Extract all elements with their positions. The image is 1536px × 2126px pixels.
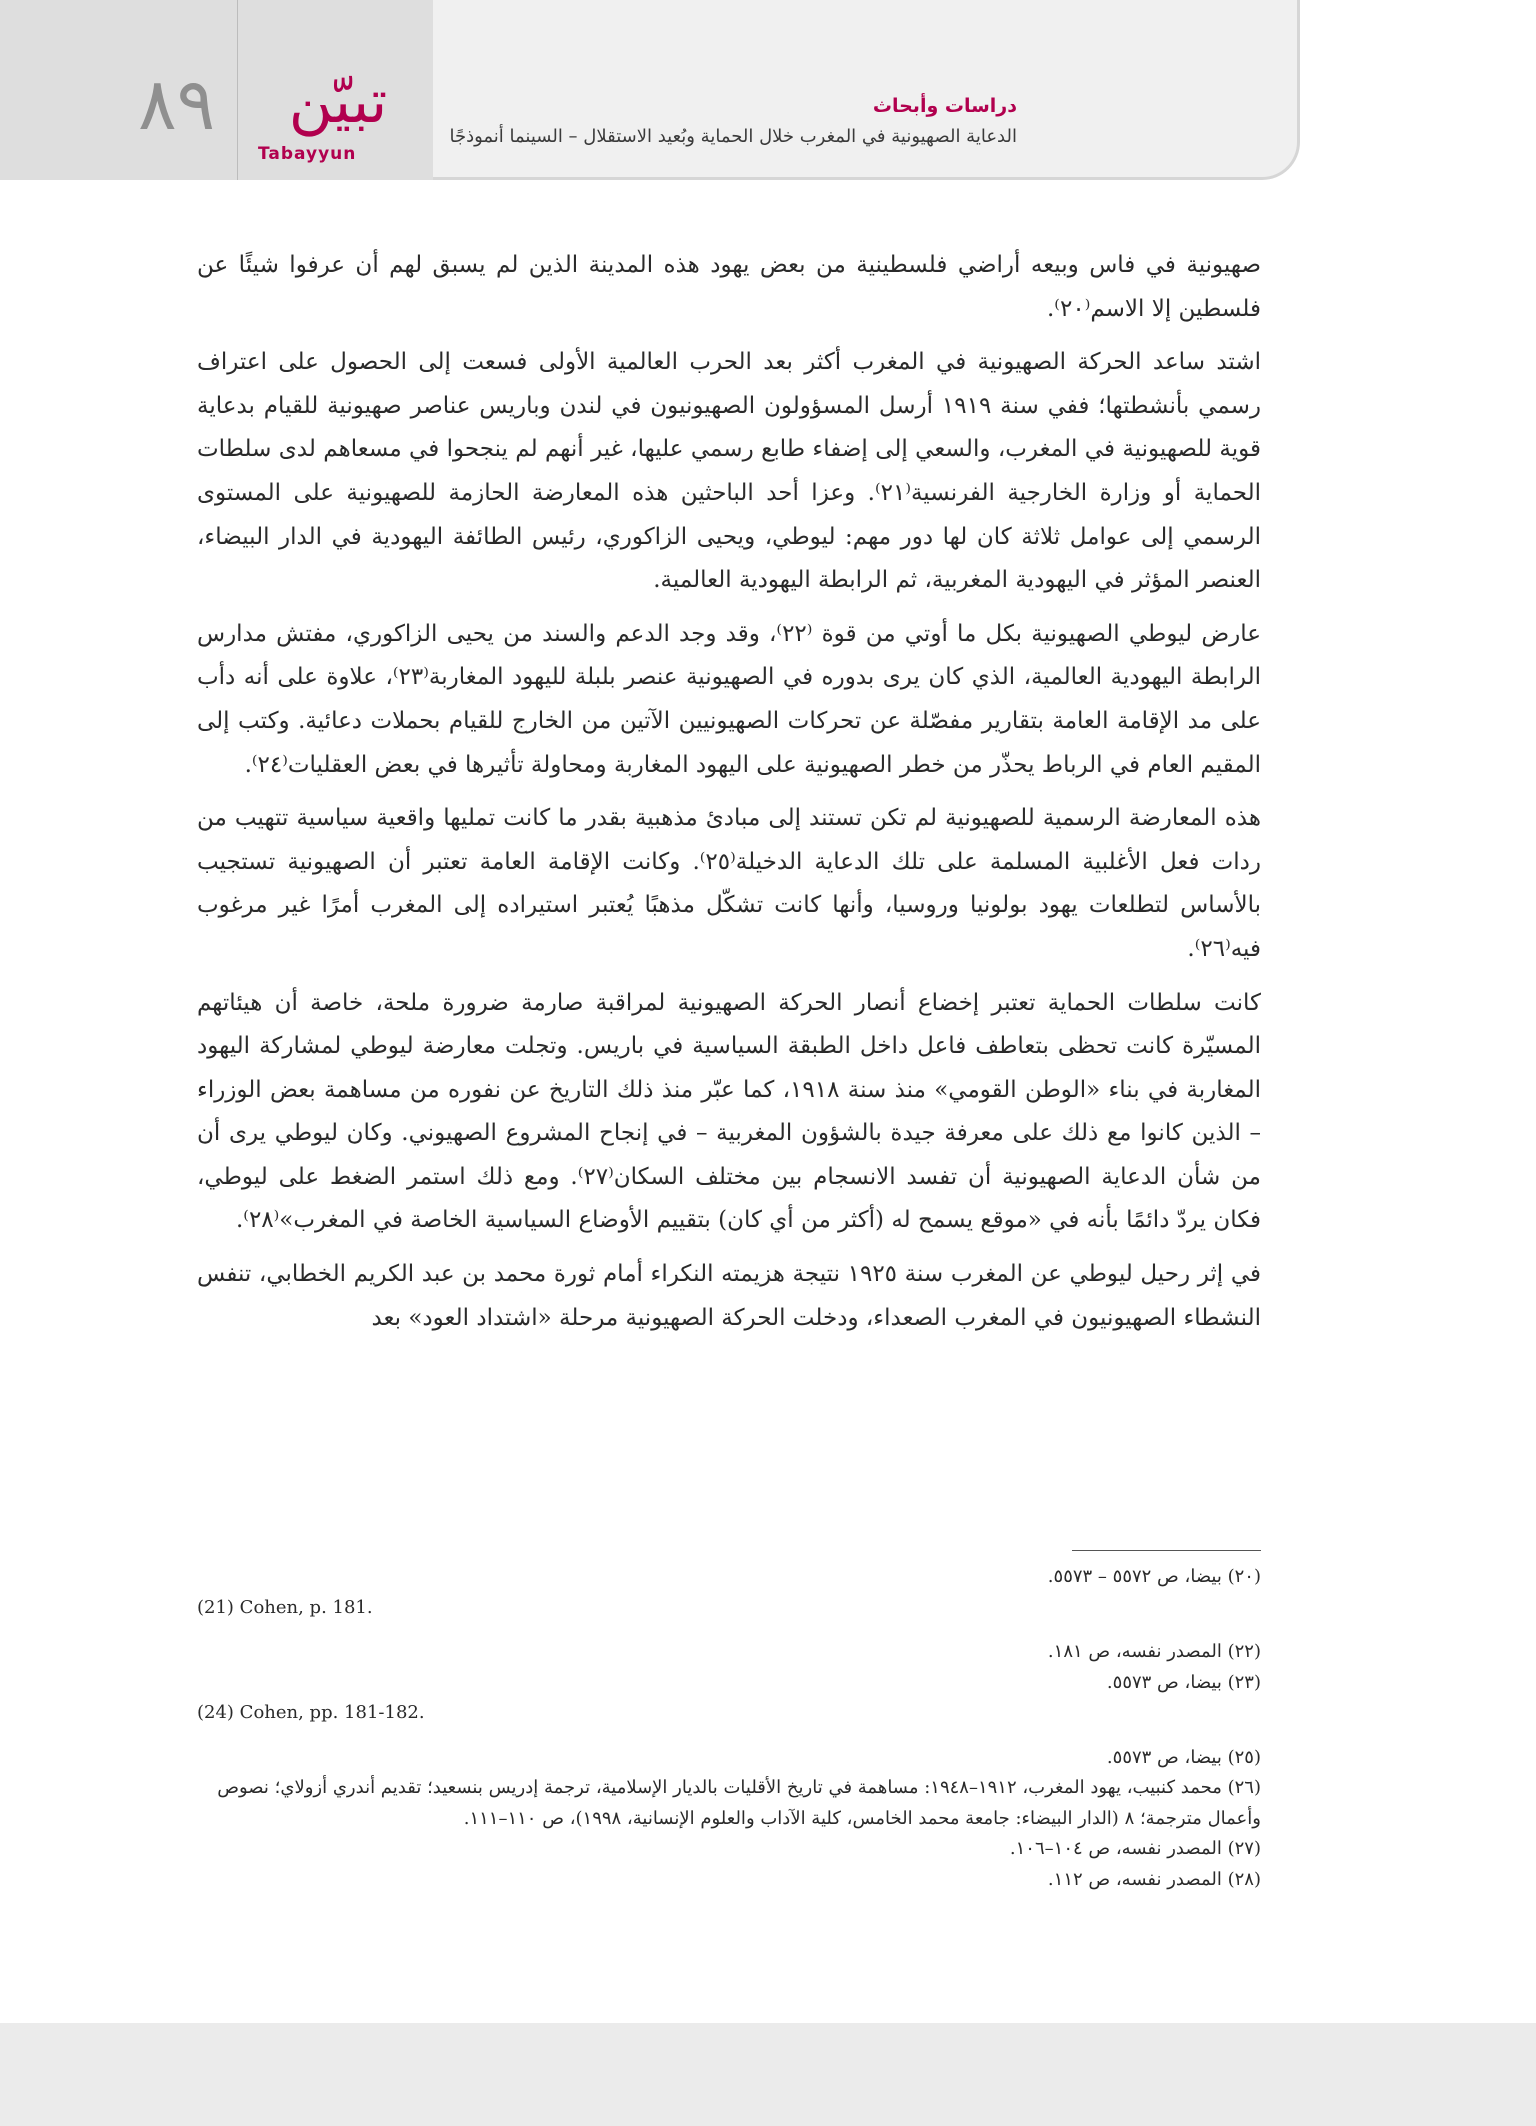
- footnote-separator: [1072, 1550, 1261, 1551]
- paragraph: اشتد ساعد الحركة الصهيونية في المغرب أكثر بعد الحرب العالمية الأولى فسعت إلى الحصول على اعتراف رسمي بأنشطتها؛ ففي سنة ١٩١٩ أرسل المسؤولون الصهيونيون في لندن وباريس عناصر صهيونية للقيام بدعاية قوية للصهيونية في المغرب، والسعي إلى إضفاء طابع رسمي عليها، غير أنهم لم ينجحوا في مسعاهم لدى سلطات الحماية أو وزارة الخارجية الفرنسية⁽٢١⁾. وعزا أحد الباحثين هذه المعارضة الحازمة للصهيونية على المستوى الرسمي إلى عوامل ثلاثة كان لها دور مهم: ليوطي، ويحيى الزاكوري، رئيس الطائفة اليهودية في الدار البيضاء، العنصر المؤثر في اليهودية المغربية، ثم الرابطة اليهودية العالمية.: [197, 349, 1261, 594]
- section-name: دراسات وأبحاث: [872, 95, 1017, 117]
- article-title: الدعاية الصهيونية في المغرب خلال الحماية وبُعيد الاستقلال – السينما أنموذجًا: [449, 125, 1017, 147]
- footnote-28: (٢٨) المصدر نفسه، ص ١١٢.: [1047, 1868, 1261, 1890]
- footnote-21: (21) Cohen, p. 181.: [197, 1596, 373, 1618]
- page-header: [0, 0, 1300, 180]
- page-bottom-band: [0, 2023, 1536, 2126]
- footnote-22: (٢٢) المصدر نفسه، ص ١٨١.: [1047, 1641, 1261, 1662]
- footnote-23: (٢٣) بيضا، ص ٥٥٧٣.: [1106, 1671, 1261, 1693]
- footnote-24: (24) Cohen, pp. 181-182.: [197, 1702, 425, 1723]
- footnote-26: (٢٦) محمد كنبيب، يهود المغرب، ١٩١٢–١٩٤٨: مساهمة في تاريخ الأقليات بالديار الإسلامية، ترجمة إدريس بنسعيد؛ تقديم أندري أزولاي؛ نصوص وأعمال مترجمة؛ ٨ (الدار البيضاء: جامعة محمد الخامس، كلية الآداب والعلوم الإنسانية، ١٩٩٨)، ص ١١٠–١١١.: [217, 1777, 1261, 1829]
- paragraph: عارض ليوطي الصهيونية بكل ما أوتي من قوة ⁽٢٢⁾، وقد وجد الدعم والسند من يحيى الزاكوري، مفتش مدارس الرابطة اليهودية العالمية، الذي كان يرى بدوره في الصهيونية عنصر بلبلة لليهود المغاربة⁽٢٣⁾، علاوة على أنه دأب على مد الإقامة العامة بتقارير مفصّلة عن تحركات الصهيونيين الآتين من الخارج للقيام بحملات دعائية. وكتب إلى المقيم العام في الرباط يحذّر من خطر الصهيونية على اليهود المغاربة ومحاولة تأثيرها في بعض العقليات⁽٢٤⁾.: [197, 620, 1261, 778]
- body-text: [197, 244, 1261, 1350]
- paragraph: في إثر رحيل ليوطي عن المغرب سنة ١٩٢٥ نتيجة هزيمته النكراء أمام ثورة محمد بن عبد الكريم الخطابي، تنفس النشطاء الصهيونيون في المغرب الصعداء، ودخلت الحركة الصهيونية مرحلة «اشتداد العود» بعد: [197, 1261, 1261, 1331]
- footnote-20: (٢٠) بيضا، ص ٥٥٧٢ – ٥٥٧٣.: [1047, 1566, 1261, 1587]
- paragraph: كانت سلطات الحماية تعتبر إخضاع أنصار الحركة الصهيونية لمراقبة صارمة ضرورة ملحة، خاصة أن هيئاتهم المسيّرة كانت تحظى بتعاطف فاعل داخل الطبقة السياسية في باريس. وتجلت معارضة ليوطي لمشاركة اليهود المغاربة في بناء «الوطن القومي» منذ سنة ١٩١٨، كما عبّر منذ ذلك التاريخ عن نفوره من مساهمة بعض الوزراء – الذين كانوا مع ذلك على معرفة جيدة بالشؤون المغربية – في إنجاح المشروع الصهيوني. وكان ليوطي يرى أن من شأن الدعاية الصهيونية أن تفسد الانسجام بين مختلف السكان⁽٢٧⁾. ومع ذلك استمر الضغط على ليوطي، فكان يردّ دائمًا بأنه في «موقع يسمح له (أكثر من أي كان) بتقييم الأوضاع السياسية الخاصة في المغرب»⁽٢٨⁾.: [197, 989, 1262, 1234]
- journal-logo-latin: Tabayyun: [258, 144, 357, 164]
- header-divider: [237, 0, 238, 180]
- logo-area: [0, 0, 433, 180]
- paragraph: صهيونية في فاس وبيعه أراضي فلسطينية من بعض يهود هذه المدينة الذين لم يسبق لهم أن عرفوا شيئًا عن فلسطين إلا الاسم⁽٢٠⁾.: [197, 252, 1261, 322]
- page-number: ٨٩: [138, 62, 216, 146]
- footnotes: [197, 1562, 1261, 1895]
- paragraph: هذه المعارضة الرسمية للصهيونية لم تكن تستند إلى مبادئ مذهبية بقدر ما كانت تمليها واقعية سياسية تتهيب من ردات فعل الأغلبية المسلمة على تلك الدعاية الدخيلة⁽٢٥⁾. وكانت الإقامة العامة تعتبر أن الصهيونية تستجيب بالأساس لتطلعات يهود بولونيا وروسيا، وأنها كانت تشكّل مذهبًا يُعتبر استيراده إلى المغرب أمرًا غير مرغوب فيه⁽٢٦⁾.: [197, 805, 1261, 962]
- footnote-27: (٢٧) المصدر نفسه، ص ١٠٤–١٠٦.: [1009, 1838, 1261, 1859]
- footnote-25: (٢٥) بيضا، ص ٥٥٧٣.: [1106, 1746, 1261, 1768]
- journal-logo-arabic: تبيّن: [288, 67, 388, 137]
- running-header: [257, 94, 1017, 151]
